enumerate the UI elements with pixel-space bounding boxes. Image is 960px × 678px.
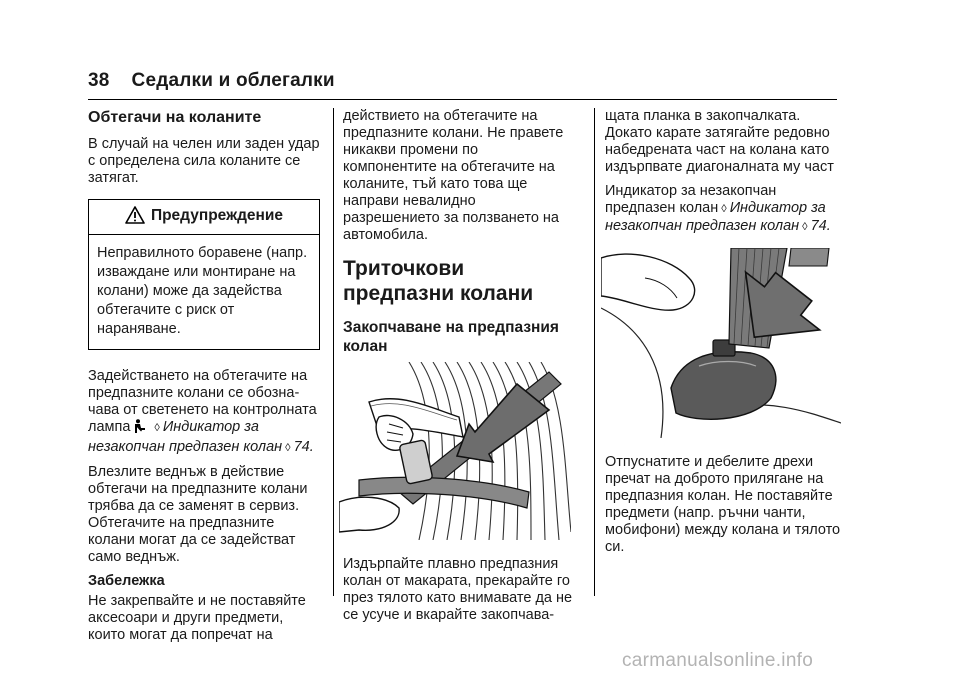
column-divider-1: [333, 108, 334, 596]
indicator-paragraph-text: Задействането на обтегачите на предпазните колани се обозна-чава от светенето на контролната лампа: [88, 368, 317, 435]
page-ref-arrow-icon: ◊: [154, 422, 160, 434]
intro-paragraph: В случай на челен или заден удар с определена сила коланите се затягат.: [88, 136, 320, 186]
page-header: [88, 70, 335, 92]
replacement-paragraph: Влезлите веднъж в действие обтегачи на предпазните колани трябва да се заменят в сервиз. Обтегачите на предпазните колани могат да се задействат само веднъж.: [88, 464, 308, 565]
link-page-number[interactable]: 74.: [293, 439, 314, 455]
fastening-caption: Издърпайте плавно предпазния колан от макарата, прекарайте го през тялото като внимавате да не се усуче и вкарайте закопчава-: [343, 556, 573, 623]
page-ref-arrow-icon: ◊: [802, 221, 808, 233]
page-number: 38: [88, 70, 110, 91]
column-2: [343, 108, 575, 631]
subheading-fastening: Закопчаване на предпазния колан: [343, 319, 559, 355]
illustration-buckle: [601, 248, 841, 438]
indicator-paragraph: [88, 368, 320, 457]
page-ref-arrow-icon: ◊: [721, 203, 727, 215]
note-title: Забележка: [88, 573, 165, 589]
chapter-title: Седалки и облегалки: [131, 70, 335, 91]
warning-header: [89, 200, 319, 235]
watermark: carmanualsonline.info: [622, 650, 814, 671]
link-seatbelt-indicator-2[interactable]: Индикатор за незакопчан предпазен колан: [605, 200, 826, 234]
page-ref-arrow-icon: ◊: [285, 442, 291, 454]
header-rule: [88, 99, 837, 100]
warning-box: [88, 199, 320, 350]
warning-text: Неправилното боравене (напр. изваждане или монтиране на колани) може да задейства обтегачите с риск от нараняване.: [97, 245, 308, 337]
continuation-paragraph: действието на обтегачите на предпазните колани. Не правете никакви промени по компонентите на обтегачите на коланите, тъй като това ще направи невалидно разрешението за ползването на автомобила.: [343, 108, 564, 243]
indicator-reference: [605, 183, 845, 236]
warning-title: Предупреждение: [150, 207, 284, 224]
link-seatbelt-indicator[interactable]: Индикатор за незакопчан предпазен колан: [88, 419, 283, 455]
column-3: [605, 108, 845, 563]
section-heading-three-point-belts: Триточкови предпазни колани: [343, 257, 534, 305]
indicator-label: Индикатор за незакопчан предпазен колан: [605, 183, 777, 216]
warning-icon: [125, 206, 145, 228]
column-1: [88, 108, 320, 651]
note-text: Не закрепвайте и не поставяйте аксесоари и други предмети, които могат да попречат на: [88, 593, 306, 643]
clothing-paragraph: Отпуснатите и дебелите дрехи пречат на доброто прилягане на предпазния колан. Не поставяйте предмети (напр. ръчни чанти, мобифони) между колана и тялото си.: [605, 454, 841, 555]
seatbelt-warning-lamp-icon: [133, 419, 147, 439]
link-page-number-2[interactable]: 74.: [810, 218, 831, 234]
column-divider-2: [594, 108, 595, 596]
continuation-paragraph-3: щата планка в закопчалката. Докато карате затягайте редовно набедрената част на колана като издърпвате диагоналната му част: [605, 108, 834, 175]
section-heading-pretensioners: Обтегачи на коланите: [88, 109, 262, 126]
illustration-fastening-belt: [339, 362, 571, 540]
